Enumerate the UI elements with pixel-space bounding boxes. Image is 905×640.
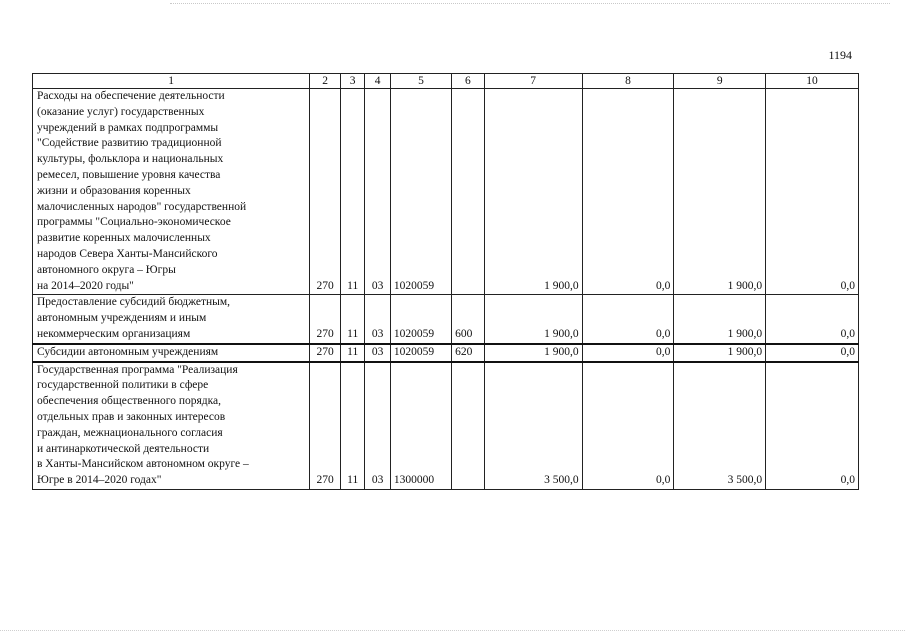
header-row	[33, 74, 859, 89]
cell-amount-7: 1 900,0	[484, 89, 582, 295]
cell-amount-8: 0,0	[582, 295, 674, 344]
cell-code-4: 03	[365, 295, 390, 344]
row-name: Расходы на обеспечение деятельности (оказание услуг) государственных учреждений в рамках подпрограммы "Содействие развитию традиционной культуры, фольклора и национальных ремесел, повышение уровня качества жизни и образования коренных малочисленных народов" государственной программы "Социально-экономическое развитие коренных малочисленных народов Севера Ханты-Мансийского автономного округа – Югры на 2014–2020 годы"	[33, 89, 310, 295]
row-name: Субсидии автономным учреждениям	[33, 344, 310, 362]
cell-code-6	[452, 89, 485, 295]
cell-code-3: 11	[340, 344, 364, 362]
cell-amount-10: 0,0	[766, 362, 859, 490]
cell-code-4: 03	[365, 89, 390, 295]
cell-amount-8: 0,0	[582, 362, 674, 490]
cell-code-6: 600	[452, 295, 485, 344]
cell-code-2: 270	[310, 344, 341, 362]
cell-code-3: 11	[340, 295, 364, 344]
cell-code-5: 1020059	[390, 295, 451, 344]
table-row	[33, 362, 859, 490]
budget-table	[32, 73, 859, 490]
col-header-3: 3	[340, 74, 364, 89]
cell-code-2: 270	[310, 89, 341, 295]
col-header-8: 8	[582, 74, 674, 89]
cell-amount-9: 3 500,0	[674, 362, 766, 490]
col-header-10: 10	[766, 74, 859, 89]
cell-code-3: 11	[340, 362, 364, 490]
cell-amount-10: 0,0	[766, 344, 859, 362]
cell-code-6	[452, 362, 485, 490]
cell-code-4: 03	[365, 344, 390, 362]
cell-code-5: 1020059	[390, 89, 451, 295]
cell-amount-8: 0,0	[582, 89, 674, 295]
col-header-4: 4	[365, 74, 390, 89]
col-header-5: 5	[390, 74, 451, 89]
row-name: Государственная программа "Реализация государственной политики в сфере обеспечения общественного порядка, отдельных прав и законных интересов граждан, межнационального согласия и антинаркотической деятельности в Ханты-Мансийском автономном округе – Югре в 2014–2020 годах"	[33, 362, 310, 490]
scan-artifact-top	[170, 3, 890, 6]
cell-code-6: 620	[452, 344, 485, 362]
cell-amount-10: 0,0	[766, 89, 859, 295]
cell-amount-7: 1 900,0	[484, 295, 582, 344]
cell-amount-7: 3 500,0	[484, 362, 582, 490]
cell-code-4: 03	[365, 362, 390, 490]
table-row	[33, 295, 859, 344]
cell-code-5: 1300000	[390, 362, 451, 490]
col-header-2: 2	[310, 74, 341, 89]
cell-amount-8: 0,0	[582, 344, 674, 362]
table-row	[33, 89, 859, 295]
cell-amount-9: 1 900,0	[674, 295, 766, 344]
col-header-9: 9	[674, 74, 766, 89]
cell-amount-9: 1 900,0	[674, 344, 766, 362]
cell-code-5: 1020059	[390, 344, 451, 362]
table-row	[33, 344, 859, 362]
page-number: 1194	[828, 48, 852, 62]
cell-code-3: 11	[340, 89, 364, 295]
row-name: Предоставление субсидий бюджетным, автономным учреждениям и иным некоммерческим организациям	[33, 295, 310, 344]
cell-amount-7: 1 900,0	[484, 344, 582, 362]
cell-code-2: 270	[310, 295, 341, 344]
scan-artifact-bottom	[0, 630, 905, 633]
cell-amount-9: 1 900,0	[674, 89, 766, 295]
col-header-1: 1	[33, 74, 310, 89]
cell-code-2: 270	[310, 362, 341, 490]
col-header-6: 6	[452, 74, 485, 89]
col-header-7: 7	[484, 74, 582, 89]
cell-amount-10: 0,0	[766, 295, 859, 344]
